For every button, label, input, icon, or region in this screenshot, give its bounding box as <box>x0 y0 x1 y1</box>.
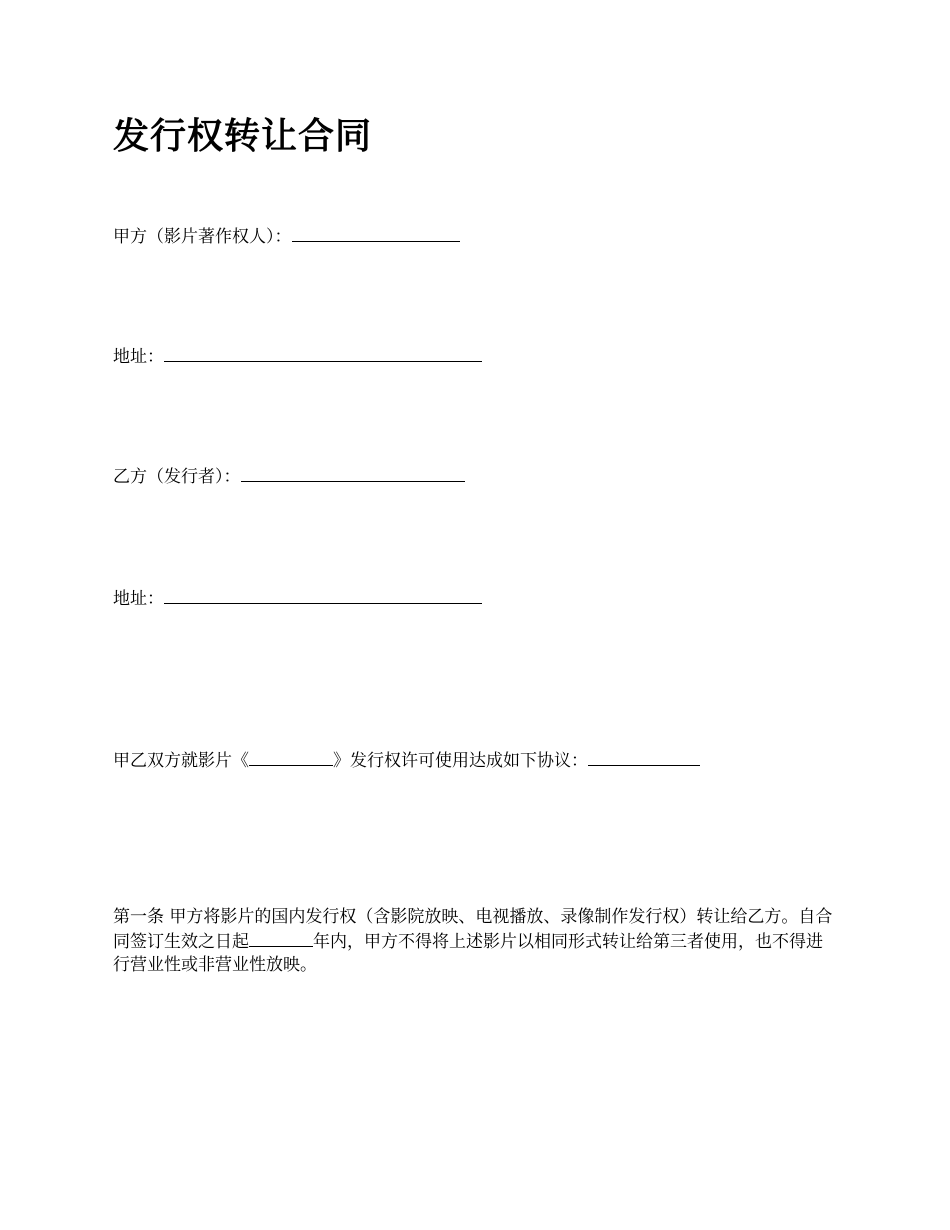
film-title-blank[interactable] <box>249 748 333 766</box>
party-a-address-line <box>113 344 482 369</box>
party-a-line <box>113 224 460 249</box>
party-a-label: 甲方（影片著作权人）： <box>113 227 292 247</box>
party-b-label: 乙方（发行者）： <box>113 467 241 487</box>
agreement-line <box>113 748 700 773</box>
party-a-address-blank[interactable] <box>164 344 482 362</box>
article-1 <box>113 906 833 977</box>
party-b-line <box>113 464 465 489</box>
party-b-address-label: 地址： <box>113 589 164 609</box>
years-blank[interactable] <box>249 929 313 947</box>
party-b-address-line <box>113 586 482 611</box>
party-a-blank[interactable] <box>292 224 460 242</box>
document-title: 发行权转让合同 <box>113 115 373 157</box>
party-b-blank[interactable] <box>241 464 465 482</box>
agreement-middle: 》发行权许可使用达成如下协议： <box>333 751 588 771</box>
agreement-prefix: 甲乙双方就影片《 <box>113 751 249 771</box>
agreement-end-blank[interactable] <box>588 748 700 766</box>
article-1-part-1: 第一条 甲方将影片的国内发行权（含影院放映、电视播放、录像制作发行权）转让给乙方。自合同签订生效之日起 <box>113 907 833 952</box>
article-1-part-2: 年内，甲方不得将上述影片以相同形式转让给第三者使用，也不得进行营业性或非营业性放映。 <box>113 932 823 975</box>
party-a-address-label: 地址： <box>113 347 164 367</box>
party-b-address-blank[interactable] <box>164 586 482 604</box>
